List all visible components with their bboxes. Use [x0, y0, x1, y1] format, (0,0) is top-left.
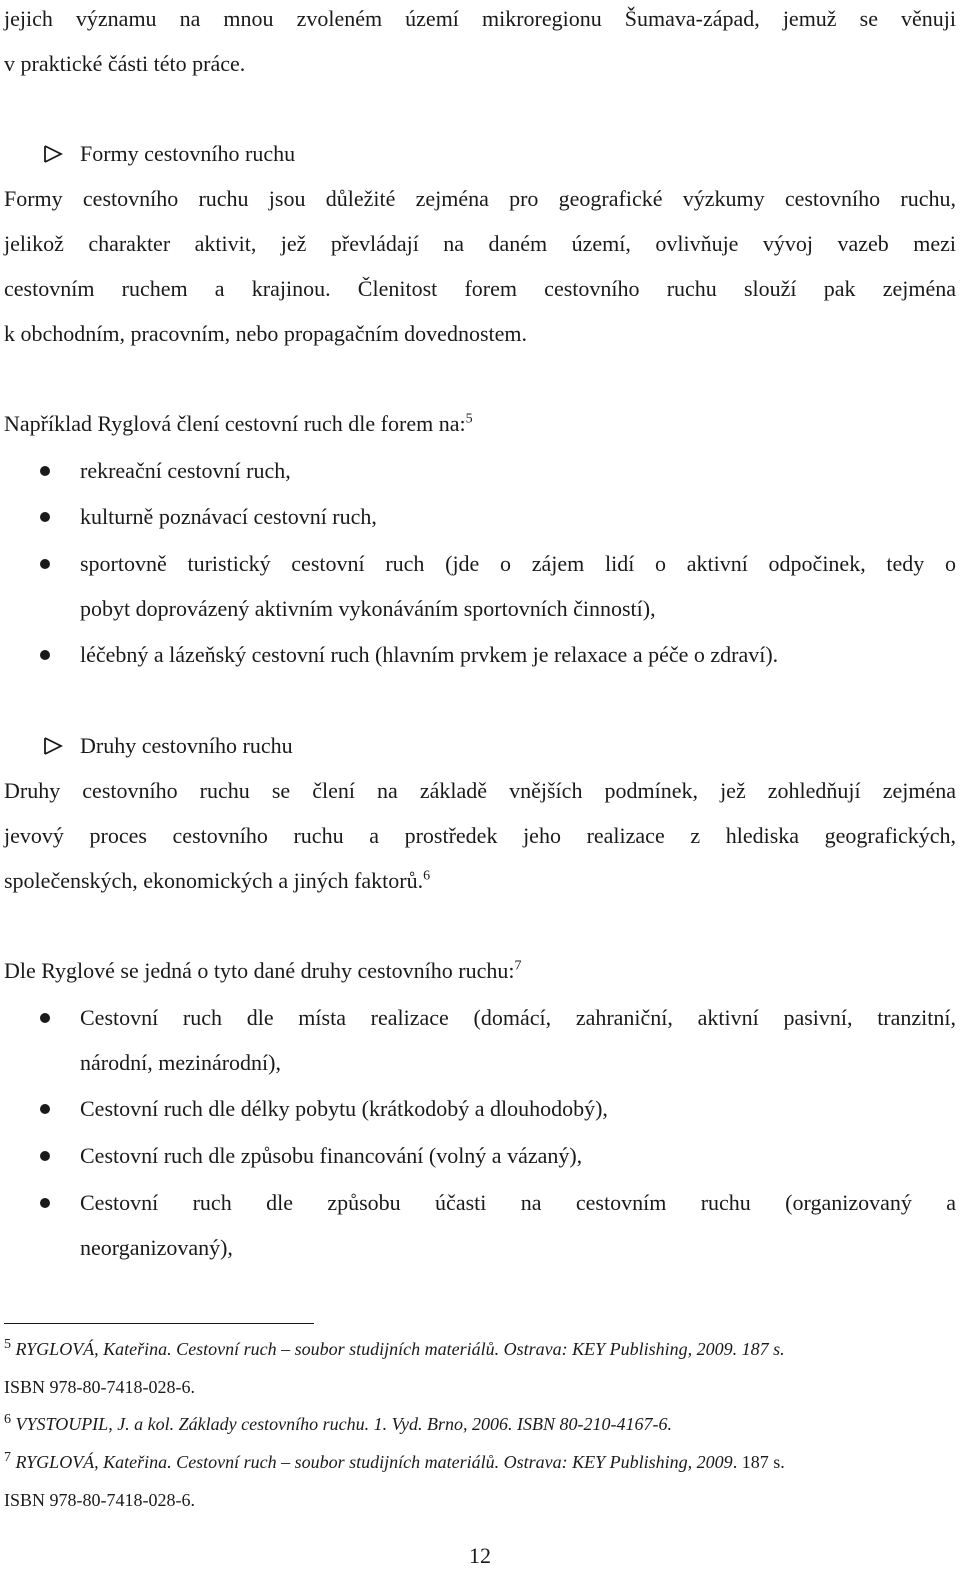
types-paragraph-line-1: Druhy cestovního ruchu se člení na základě vnějších podmínek, jež zohledňují zejména: [4, 778, 956, 803]
types-lead-text: Dle Ryglové se jedná o tyto dané druhy cestovního ruchu:: [4, 958, 515, 983]
footnote-6: [4, 1412, 956, 1436]
forms-lead-text: Například Ryglová člení cestovní ruch dle forem na:: [4, 411, 466, 436]
arrow-bullet-icon: [42, 735, 64, 757]
bullet-icon: [40, 466, 50, 476]
types-paragraph-line-3-text: společenských, ekonomických a jiných faktorů.: [4, 868, 424, 893]
footnote-7-number: 7: [4, 1450, 11, 1465]
bullet-icon: [40, 650, 50, 660]
footnote-divider: [4, 1323, 314, 1324]
types-item-participation-line-1: Cestovní ruch dle způsobu účasti na cestovním ruchu (organizovaný a: [80, 1190, 956, 1215]
forms-item-sport-line-2: pobyt doprovázený aktivním vykonáváním sportovních činností),: [80, 596, 656, 621]
footnote-7-isbn: ISBN 978-80-7418-028-6.: [4, 1490, 195, 1510]
footnote-5-text: RYGLOVÁ, Kateřina. Cestovní ruch – soubor studijních materiálů. Ostrava: KEY Publishing, 2009. 187 s.: [15, 1339, 785, 1359]
forms-item-cultural: kulturně poznávací cestovní ruch,: [80, 504, 377, 529]
bullet-icon: [40, 1198, 50, 1208]
forms-paragraph-line-3: cestovním ruchem a krajinou. Členitost forem cestovního ruchu slouží pak zejména: [4, 276, 956, 301]
forms-heading: Formy cestovního ruchu: [80, 141, 296, 166]
footnote-7-pages: . 187 s.: [732, 1452, 785, 1472]
forms-item-spa: léčebný a lázeňský cestovní ruch (hlavním prvkem je relaxace a péče o zdraví).: [80, 642, 779, 667]
types-item-place-line-2: národní, mezinárodní),: [80, 1050, 281, 1075]
forms-item-recreational: rekreační cestovní ruch,: [80, 458, 291, 483]
forms-paragraph-line-4: k obchodním, pracovním, nebo propagačním dovednostem.: [4, 321, 527, 346]
types-paragraph-line-3: [4, 867, 956, 895]
footnote-7-text: RYGLOVÁ, Kateřina. Cestovní ruch – soubor studijních materiálů. Ostrava: KEY Publishing, 2009: [15, 1452, 733, 1472]
types-paragraph-line-2: jevový proces cestovního ruchu a prostředek jeho realizace z hlediska geografických,: [4, 823, 956, 848]
bullet-icon: [40, 559, 50, 569]
bullet-icon: [40, 1013, 50, 1023]
footnote-ref-7: 7: [514, 958, 522, 974]
footnote-7: [4, 1450, 956, 1474]
footnote-6-number: 6: [4, 1412, 11, 1427]
bullet-icon: [40, 512, 50, 522]
forms-paragraph-line-2: jelikož charakter aktivit, jež převládají na daném území, ovlivňuje vývoj vazeb mezi: [4, 231, 956, 256]
intro-line-1: jejich významu na mnou zvoleném území mikroregionu Šumava-západ, jemuž se věnuji: [4, 6, 956, 31]
forms-item-sport-line-1: sportovně turistický cestovní ruch (jde o zájem lidí o aktivní odpočinek, tedy o: [80, 551, 956, 576]
footnote-5-isbn: ISBN 978-80-7418-028-6.: [4, 1377, 195, 1397]
types-item-financing: Cestovní ruch dle způsobu financování (volný a vázaný),: [80, 1143, 583, 1168]
types-heading: Druhy cestovního ruchu: [80, 733, 293, 758]
types-item-duration: Cestovní ruch dle délky pobytu (krátkodobý a dlouhodobý),: [80, 1096, 608, 1121]
page-number: 12: [469, 1543, 491, 1568]
bullet-icon: [40, 1104, 50, 1114]
footnote-ref-6: 6: [423, 868, 431, 884]
bullet-icon: [40, 1151, 50, 1161]
types-lead: [4, 957, 956, 985]
types-item-participation-line-2: neorganizovaný),: [80, 1235, 233, 1260]
types-item-place-line-1: Cestovní ruch dle místa realizace (domácí, zahraniční, aktivní pasivní, tranzitní,: [80, 1005, 956, 1030]
footnote-5: [4, 1337, 956, 1361]
footnote-6-text: VYSTOUPIL, J. a kol. Základy cestovního ruchu. 1. Vyd. Brno, 2006. ISBN 80-210-4167-6.: [15, 1414, 672, 1434]
intro-line-2: v praktické části této práce.: [4, 51, 246, 76]
arrow-bullet-icon: [42, 143, 64, 165]
footnote-5-number: 5: [4, 1337, 11, 1352]
footnote-ref-5: 5: [465, 411, 473, 427]
forms-paragraph-line-1: Formy cestovního ruchu jsou důležité zejména pro geografické výzkumy cestovního ruchu,: [4, 186, 956, 211]
forms-lead: [4, 410, 956, 438]
